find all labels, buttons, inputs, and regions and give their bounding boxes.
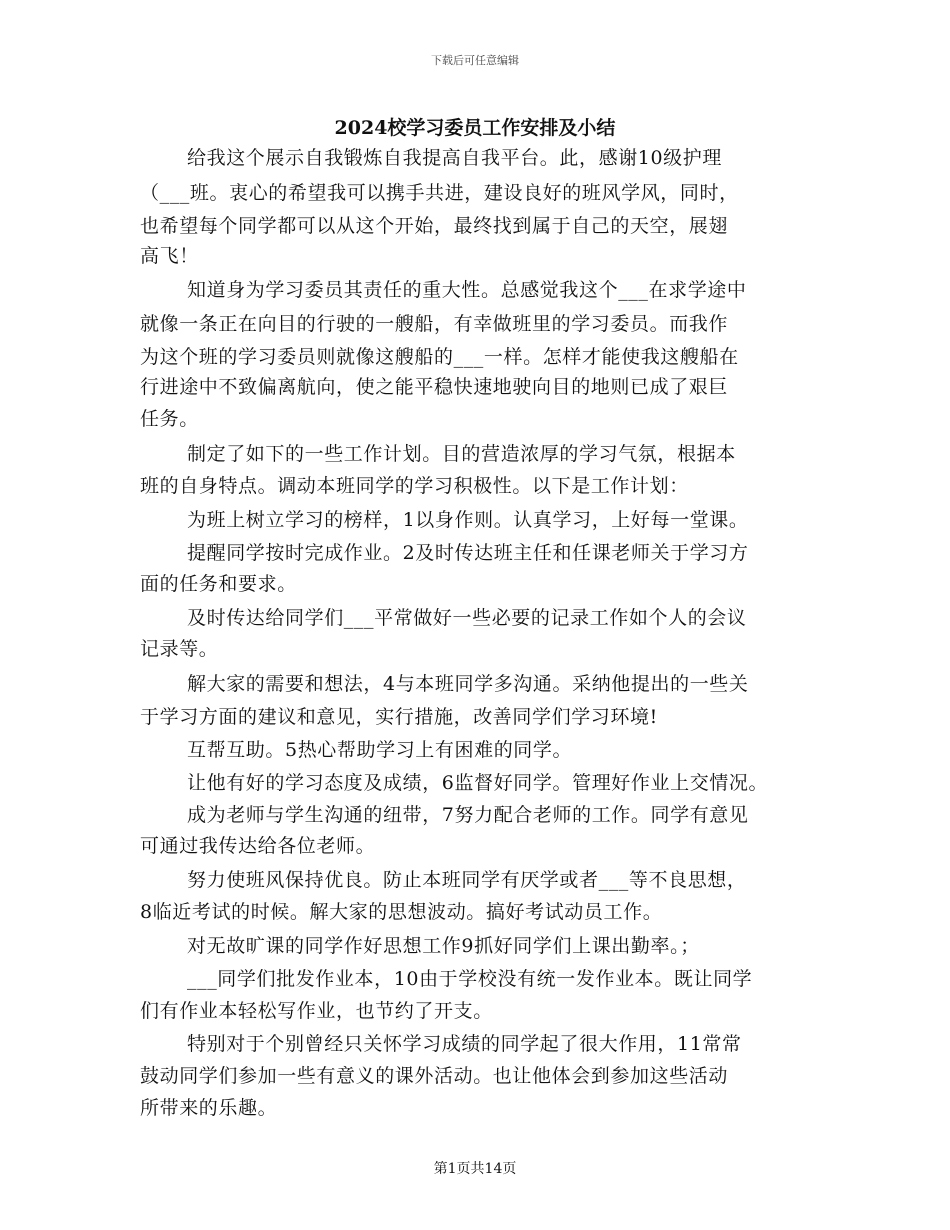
text-line: ___同学们批发作业本，10由于学校没有统一发作业本。既让同学 (187, 968, 753, 990)
text-line: 就像一条正在向目的行驶的一艘船，有幸做班里的学习委员。而我作 (140, 313, 729, 335)
document-title: 2024校学习委员工作安排及小结 (334, 117, 616, 139)
text-line: 行进途中不致偏离航向，使之能平稳快速地驶向目的地则已成了艰巨 (140, 376, 729, 398)
text-line: 特别对于个别曾经只关怀学习成绩的同学起了很大作用，11常常 (187, 1033, 742, 1055)
text-line: 所带来的乐趣。 (140, 1097, 278, 1119)
text-line: 让他有好的学习态度及成绩，6监督好同学。管理好作业上交情况。 (187, 772, 769, 794)
text-line: 互帮互助。5热心帮助学习上有困难的同学。 (187, 739, 573, 761)
text-line: 可通过我传达给各位老师。 (140, 835, 376, 857)
text-line: 制定了如下的一些工作计划。目的营造浓厚的学习气氛，根据本 (187, 443, 736, 465)
text-line: 任务。 (140, 408, 199, 430)
text-line: 8临近考试的时候。解大家的思想波动。搞好考试动员工作。 (140, 901, 663, 923)
text-line: 也希望每个同学都可以从这个开始，最终找到属于自己的天空，展翅 (140, 215, 729, 237)
text-line: 解大家的需要和想法，4与本班同学多沟通。采纳他提出的一些关 (187, 673, 749, 695)
text-line: 于学习方面的建议和意见，实行措施，改善同学们学习环境! (140, 706, 658, 728)
text-line: 们有作业本轻松写作业，也节约了开支。 (140, 1000, 493, 1022)
text-line: 为这个班的学习委员则就像这艘船的___一样。怎样才能使我这艘船在 (140, 346, 739, 368)
text-line: 及时传达给同学们___平常做好一些必要的记录工作如个人的会议 (187, 607, 747, 629)
text-line: 成为老师与学生沟通的纽带，7努力配合老师的工作。同学有意见 (187, 804, 749, 826)
text-line: 为班上树立学习的榜样，1以身作则。认真学习，上好每一堂课。 (187, 509, 749, 531)
page-header: 下载后可任意编辑 (431, 54, 519, 67)
text-line: 努力使班风保持优良。防止本班同学有厌学或者___等不良思想， (187, 869, 747, 891)
text-line: 记录等。 (140, 638, 219, 660)
page-number: 第1页共14页 (433, 1161, 517, 1177)
text-line: 班的自身特点。调动本班同学的学习积极性。以下是工作计划： (140, 475, 689, 497)
text-line: 面的任务和要求。 (140, 573, 297, 595)
text-line: （___班。衷心的希望我可以携手共进，建设良好的班风学风，同时， (140, 182, 739, 204)
text-line: 对无故旷课的同学作好思想工作9抓好同学们上课出勤率。； (187, 935, 700, 957)
text-line: 给我这个展示自我锻炼自我提高自我平台。此，感谢10级护理 (187, 147, 722, 169)
text-line: 鼓动同学们参加一些有意义的课外活动。也让他体会到参加这些活动 (140, 1065, 729, 1087)
text-line: 高飞！ (140, 245, 199, 267)
text-line: 提醒同学按时完成作业。2及时传达班主任和任课老师关于学习方 (187, 542, 749, 564)
text-line: 知道身为学习委员其责任的重大性。总感觉我这个___在求学途中 (187, 279, 747, 301)
